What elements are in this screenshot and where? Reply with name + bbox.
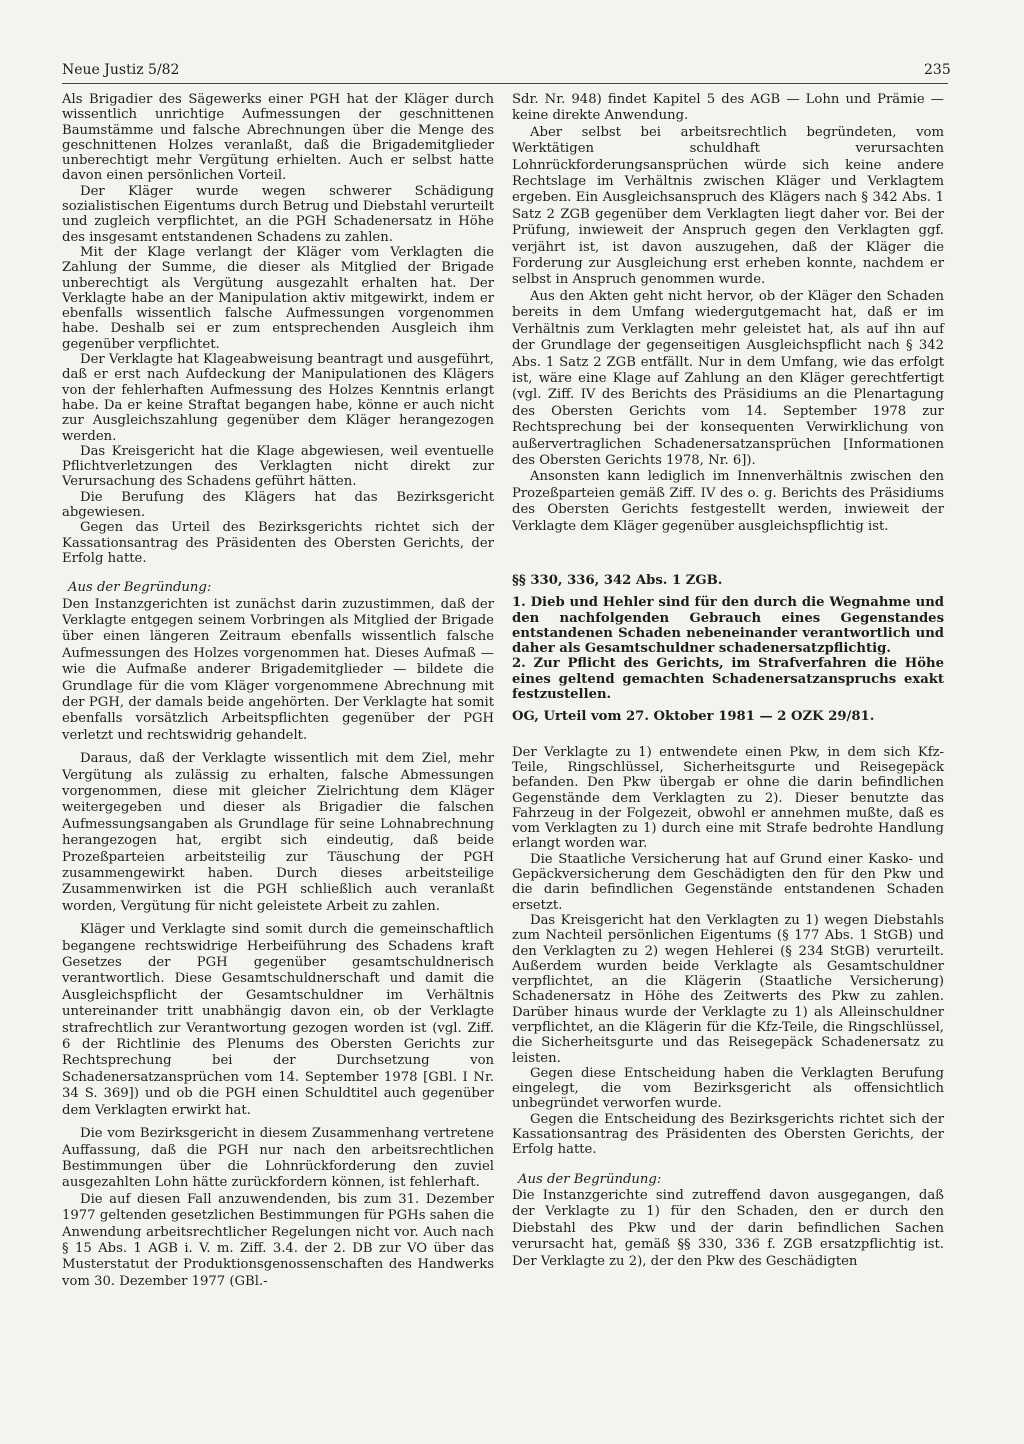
paragraph: Die vom Bezirksgericht in diesem Zusammenhang vertretene Auffassung, daß die PGH nur nach den arbeitsrechtlichen Bestimmungen über die Lohnrückforderung den zuviel ausgezahlten Lohn hätte zurückfordern können, ist fehlerhaft.	[62, 1126, 494, 1191]
paragraph: Die Berufung des Klägers hat das Bezirksgericht abgewiesen.	[62, 489, 494, 521]
paragraph: Die auf diesen Fall anzuwendenden, bis zum 31. Dezember 1977 geltenden gesetzlichen Bestimmungen für PGHs sahen die Anwendung arbeitsrechtlicher Regelungen nicht vor. Auch nach § 15 Abs. 1 AGB i. V. m. Ziff. 3.4. der 2. DB zur VO über das Musterstatut der Produktionsgenossenschaften des Handwerks vom 30. Dezember 1977 (GBl.-	[62, 1191, 494, 1289]
paragraph: Gegen die Entscheidung des Bezirksgerichts richtet sich der Kassationsantrag des Präsidenten des Obersten Gerichts, der Erfolg hatte.	[512, 1111, 944, 1158]
headnote-1: 1. Dieb und Hehler sind für den durch die Wegnahme und den nachfolgenden Gebrauch eines Gegenstandes entstandenen Schaden nebeneinander verantwortlich und daher als Gesamtschuldner schadenersatzpflichtig.	[512, 595, 944, 657]
paragraph: Der Kläger wurde wegen schwerer Schädigung sozialistischen Eigentums durch Betrug und Diebstahl verurteilt und zugleich verpflichtet, an die PGH Schadenersatz in Höhe des insgesamt entstandenen Schadens zu zahlen.	[62, 183, 494, 245]
paragraph: Kläger und Verklagte sind somit durch die gemeinschaftlich begangene rechtswidrige Herbeiführung des Schadens kraft Gesetzes der PGH gegenüber gesamtschuldnerisch verantwortlich. Diese Gesamtschuldnerschaft und damit die Ausgleichspflicht der Gesamtschuldner im Verhältnis untereinander tritt unabhängig davon ein, ob der Verklagte strafrechtlich zur Verantwortung gezogen worden ist (vgl. Ziff. 6 der Richtlinie des Plenums des Obersten Gerichts zur Rechtsprechung bei der Durchsetzung von Schadenersatzansprüchen vom 14. September 1978 [GBl. I Nr. 34 S. 369]) und ob die PGH einen Schuldtitel auch gegenüber dem Verklagten erwirkt hat.	[62, 922, 494, 1118]
left-column	[62, 92, 494, 1290]
paragraph: Aber selbst bei arbeitsrechtlich begründeten, vom Werktätigen schuldhaft verursachten Lohnrückforderungsansprüchen würde sich keine andere Rechtslage im Verhältnis zwischen Kläger und Verklagtem ergeben. Ein Ausgleichsanspruch des Klägers nach § 342 Abs. 1 Satz 2 ZGB gegenüber dem Verklagten liegt daher vor. Bei der Prüfung, inwieweit der Anspruch gegen den Verklagten ggf. verjährt ist, ist davon auszugehen, daß der Kläger die Forderung zur Ausgleichung erst erheben konnte, nachdem er selbst in Anspruch genommen wurde.	[512, 124, 944, 288]
paragraph: Aus den Akten geht nicht hervor, ob der Kläger den Schaden bereits in dem Umfang wiedergutgemacht hat, daß er im Verhältnis zum Verklagten mehr geleistet hat, als auf ihn auf der Grundlage der gegenseitigen Ausgleichspflicht nach § 342 Abs. 1 Satz 2 ZGB entfällt. Nur in dem Umfang, wie das erfolgt ist, wäre eine Klage auf Zahlung an den Kläger gerechtfertigt (vgl. Ziff. IV des Berichts des Präsidiums an die Plenartagung des Obersten Gerichts vom 14. September 1978 zur Rechtsprechung bei der konsequenten Verwirklichung von außervertraglichen Schadenersatzansprüchen [Informationen des Obersten Gerichts 1978, Nr. 6]).	[512, 288, 944, 468]
paragraph: Den Instanzgerichten ist zunächst darin zuzustimmen, daß der Verklagte entgegen seinem Vorbringen als Mitglied der Brigade über einen längeren Zeitraum ebenfalls wissentlich falsche Aufmessungen des Holzes vorgenommen hat. Dieses Aufmaß — wie die Aufmaße anderer Brigademitglieder — bildete die Grundlage für die vom Kläger vorgenommene Abrechnung mit der PGH, der damals beide angehörten. Der Verklagte hat somit ebenfalls vorsätzlich Arbeitspflichten gegenüber der PGH verletzt und rechtswidrig gehandelt.	[62, 596, 494, 743]
decision-reference: OG, Urteil vom 27. Oktober 1981 — 2 OZK 29/81.	[512, 709, 875, 725]
paragraph: Gegen diese Entscheidung haben die Verklagten Berufung eingelegt, die vom Bezirksgericht als offensichtlich unbegründet verworfen wurde.	[512, 1065, 944, 1112]
section-subheading: Aus der Begründung:	[518, 1171, 662, 1187]
paragraph: Gegen das Urteil des Bezirksgerichts richtet sich der Kassationsantrag des Präsidenten des Obersten Gerichts, der Erfolg hatte.	[62, 520, 494, 566]
paragraph: Sdr. Nr. 948) findet Kapitel 5 des AGB — Lohn und Prämie — keine direkte Anwendung.	[512, 92, 944, 124]
headnote-2: 2. Zur Pflicht des Gerichts, im Strafverfahren die Höhe eines geltend gemachten Schadenersatzanspruchs exakt festzustellen.	[512, 656, 944, 703]
right-column	[512, 92, 944, 1270]
journal-title: Neue Justiz 5/82	[62, 62, 180, 78]
paragraph: Der Verklagte zu 1) entwendete einen Pkw, in dem sich Kfz-Teile, Ringschlüssel, Sicherheitsgurte und Reisegepäck befanden. Den Pkw übergab er ohne die darin befindlichen Gegenstände dem Verklagten zu 2). Dieser benutzte das Fahrzeug in der Folgezeit, obwohl er annehmen mußte, daß es vom Verklagten zu 1) durch eine mit Strafe bedrohte Handlung erlangt worden war.	[512, 744, 944, 852]
paragraph: Das Kreisgericht hat den Verklagten zu 1) wegen Diebstahls zum Nachteil persönlichen Eigentums (§ 177 Abs. 1 StGB) und den Verklagten zu 2) wegen Hehlerei (§ 234 StGB) verurteilt. Außerdem wurden beide Verklagte als Gesamtschuldner verpflichtet, an die Klägerin (Staatliche Versicherung) Schadenersatz in Höhe des Zeitwerts des Pkw zu zahlen. Darüber hinaus wurde der Verklagte zu 1) als Alleinschuldner verpflichtet, an die Klägerin für die Kfz-Teile, die Ringschlüssel, die Sicherheitsgurte und das Reisegepäck Schadenersatz zu leisten.	[512, 912, 944, 1066]
paragraph: Der Verklagte hat Klageabweisung beantragt und ausgeführt, daß er erst nach Aufdeckung der Manipulationen des Klägers von der fehlerhaften Aufmessung des Holzes Kenntnis erlangt habe. Da er keine Straftat begangen habe, könne er auch nicht zur Ausgleichszahlung gegenüber dem Kläger herangezogen werden.	[62, 352, 494, 444]
paragraph: Die Staatliche Versicherung hat auf Grund einer Kasko- und Gepäckversicherung dem Geschädigten den für den Pkw und die darin befindlichen Gegenstände entstandenen Schaden ersetzt.	[512, 851, 944, 913]
section-subheading: Aus der Begründung:	[68, 580, 212, 596]
header-rule	[62, 83, 948, 84]
paragraph: Daraus, daß der Verklagte wissentlich mit dem Ziel, mehr Vergütung als zulässig zu erhalten, falsche Abmessungen vorgenommen, diese mit gleicher Zielrichtung dem Kläger weitergegeben und dieser als Brigadier die falschen Aufmessungsangaben als Grundlage für seine Lohnabrechnung herangezogen hat, ergibt sich eindeutig, daß beide Prozeßparteien arbeitsteilig zur Täuschung der PGH zusammengewirkt haben. Durch dieses arbeitsteilige Zusammenwirken ist die PGH schließlich auch veranlaßt worden, Vergütung für nicht geleistete Arbeit zu zahlen.	[62, 751, 494, 914]
paragraph: Als Brigadier des Sägewerks einer PGH hat der Kläger durch wissentlich unrichtige Aufmessungen der geschnittenen Baumstämme und falsche Abrechnungen über die Menge des geschnittenen Holzes veranlaßt, daß die Brigademitglieder unberechtigt mehr Vergütung erhielten. Auch er selbst hatte davon einen persönlichen Vorteil.	[62, 92, 494, 184]
statute-citation: §§ 330, 336, 342 Abs. 1 ZGB.	[512, 572, 723, 588]
paragraph: Die Instanzgerichte sind zutreffend davon ausgegangen, daß der Verklagte zu 1) für den Schaden, den er durch den Diebstahl des Pkw und der darin befindlichen Sachen verursacht hat, gemäß §§ 330, 336 f. ZGB ersatzpflichtig ist. Der Verklagte zu 2), der den Pkw des Geschädigten	[512, 1187, 944, 1269]
paragraph: Ansonsten kann lediglich im Innenverhältnis zwischen den Prozeßparteien gemäß Ziff. IV des o. g. Berichts des Präsidiums des Obersten Gerichts festgestellt werden, inwieweit der Verklagte dem Kläger gegenüber ausgleichspflichtig ist.	[512, 469, 944, 534]
paragraph: Mit der Klage verlangt der Kläger vom Verklagten die Zahlung der Summe, die dieser als Mitglied der Brigade unberechtigt als Vergütung ausgezahlt erhalten hat. Der Verklagte habe an der Manipulation aktiv mitgewirkt, indem er ebenfalls wissentlich falsche Aufmessungen vorgenommen habe. Deshalb sei er zum entsprechenden Ausgleich ihm gegenüber verpflichtet.	[62, 244, 494, 352]
page-number: 235	[924, 62, 951, 78]
paragraph: Das Kreisgericht hat die Klage abgewiesen, weil eventuelle Pflichtverletzungen des Verklagten nicht direkt zur Verursachung des Schadens geführt hätten.	[62, 443, 494, 490]
